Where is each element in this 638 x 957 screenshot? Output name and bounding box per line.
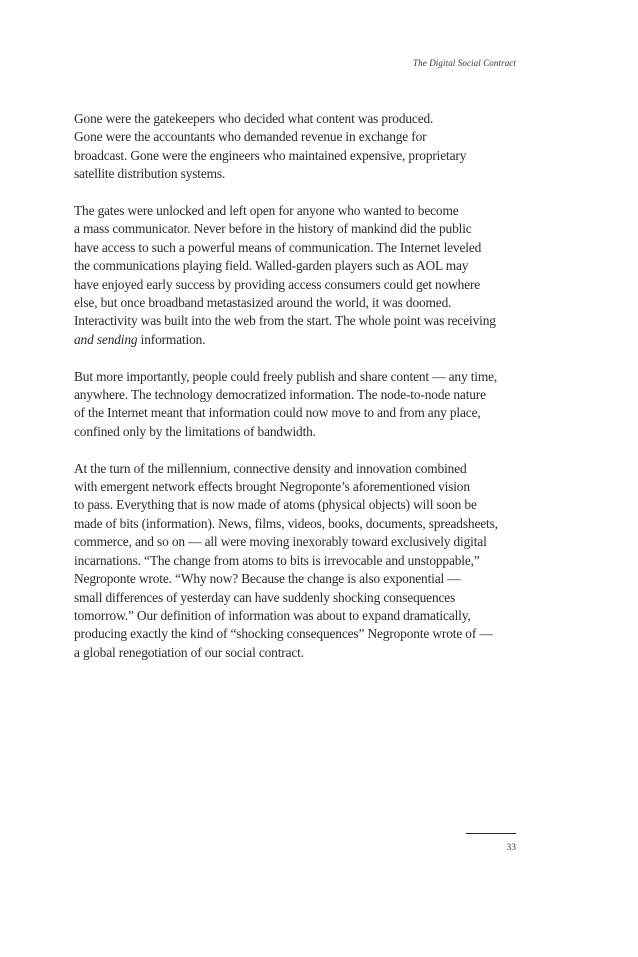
text-line: made of bits (information). News, films, videos, books, documents, spreadsheets, xyxy=(74,515,498,531)
text-line: a global renegotiation of our social contract. xyxy=(74,644,304,660)
text-line: anywhere. The technology democratized information. The node-to-node nature xyxy=(74,387,486,403)
text-line: else, but once broadband metastasized around the world, it was doomed. xyxy=(74,295,452,311)
page-number: 33 xyxy=(506,843,516,853)
text-line: commerce, and so on — all were moving inexorably toward exclusively digital xyxy=(74,534,487,550)
text-line: But more importantly, people could freely publish and share content — any time, xyxy=(74,368,498,384)
footer-rule xyxy=(466,833,516,834)
text-line: of the Internet meant that information could now move to and from any place, xyxy=(74,405,481,421)
text-line: Negroponte wrote. “Why now? Because the change is also exponential — xyxy=(74,571,461,587)
text-line: tomorrow.” Our definition of information was about to expand dramatically, xyxy=(74,607,471,623)
paragraph-gates xyxy=(74,202,529,349)
text-line: to pass. Everything that is now made of atoms (physical objects) will soon be xyxy=(74,497,477,513)
text-line: At the turn of the millennium, connective density and innovation combined xyxy=(74,460,467,476)
text-line: producing exactly the kind of “shocking consequences” Negroponte wrote of — xyxy=(74,626,493,642)
text-line: The gates were unlocked and left open for anyone who wanted to become xyxy=(74,203,459,219)
body-text xyxy=(74,110,529,681)
text-line: with emergent network effects brought Negroponte’s aforementioned vision xyxy=(74,479,470,495)
paragraph-gatekeepers xyxy=(74,110,529,184)
text-line: the communications playing field. Walled-garden players such as AOL may xyxy=(74,258,469,274)
text-line: broadcast. Gone were the engineers who maintained expensive, proprietary xyxy=(74,147,467,163)
text-fragment: information. xyxy=(137,331,206,347)
text-line: small differences of yesterday can have suddenly shocking consequences xyxy=(74,589,456,605)
text-line: have access to such a powerful means of communication. The Internet leveled xyxy=(74,239,482,255)
text-line: Gone were the gatekeepers who decided what content was produced. xyxy=(74,111,434,126)
emphasis-text: and sending xyxy=(74,331,138,347)
text-line: have enjoyed early success by providing access consumers could get nowhere xyxy=(74,276,481,292)
text-line: Gone were the accountants who demanded revenue in exchange for xyxy=(74,129,427,145)
text-line: satellite distribution systems. xyxy=(74,166,226,182)
paragraph-millennium xyxy=(74,460,529,662)
text-line: confined only by the limitations of bandwidth. xyxy=(74,423,316,439)
text-line: a mass communicator. Never before in the history of mankind did the public xyxy=(74,221,472,237)
text-line: incarnations. “The change from atoms to bits is irrevocable and unstoppable,” xyxy=(74,552,480,568)
text-line: Interactivity was built into the web from the start. The whole point was receiving xyxy=(74,313,496,329)
text-line xyxy=(74,331,529,349)
paragraph-publish xyxy=(74,368,529,442)
running-header: The Digital Social Contract xyxy=(413,58,516,68)
